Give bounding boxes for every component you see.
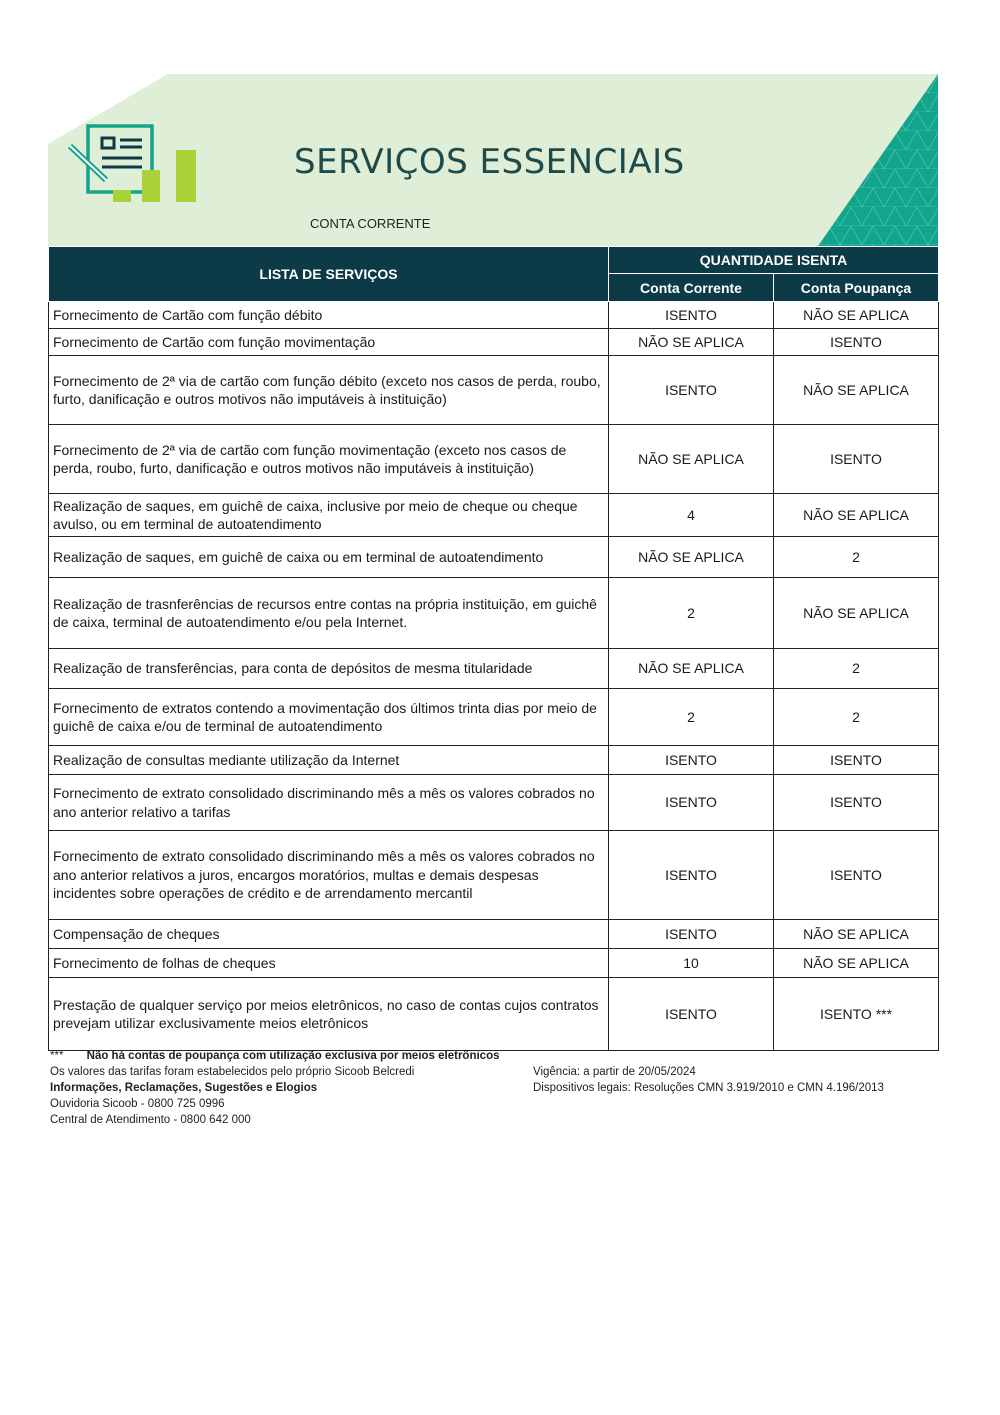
poupanca-value: ISENTO [774, 746, 939, 775]
corrente-value: ISENTO [609, 920, 774, 949]
footer-left [50, 1064, 414, 1128]
vigencia-text: Vigência: a partir de 20/05/2024 [533, 1066, 696, 1078]
service-name: Fornecimento de extratos contendo a movimentação dos últimos trinta dias por meio de guichê de caixa e/ou de terminal de autoatendimento [49, 689, 609, 746]
header-exempt-quantity: QUANTIDADE ISENTA [609, 247, 939, 274]
service-name: Realização de saques, em guichê de caixa ou em terminal de autoatendimento [49, 537, 609, 578]
corrente-value: ISENTO [609, 356, 774, 425]
corrente-value: ISENTO [609, 775, 774, 831]
header-service-list: LISTA DE SERVIÇOS [49, 247, 609, 302]
service-name: Realização de saques, em guichê de caixa, inclusive por meio de cheque ou cheque avulso, ou em terminal de autoatendimento [49, 494, 609, 537]
info-title: Informações, Reclamações, Sugestões e Elogios [50, 1082, 318, 1094]
corrente-value: 10 [609, 949, 774, 978]
service-name: Fornecimento de 2ª via de cartão com função débito (exceto nos casos de perda, roubo, furto, danificação e outros motivos não imputáveis à instituição) [49, 356, 609, 425]
poupanca-value: ISENTO [774, 775, 939, 831]
table-row [49, 746, 939, 775]
dispositivos-text: Dispositivos legais: Resoluções CMN 3.919/2010 e CMN 4.196/2013 [533, 1082, 884, 1094]
service-name: Fornecimento de folhas de cheques [49, 949, 609, 978]
table-row [49, 537, 939, 578]
table-row [49, 949, 939, 978]
table-row [49, 831, 939, 920]
central-text: Central de Atendimento - 0800 642 000 [50, 1114, 251, 1126]
service-name: Realização de trasnferências de recursos entre contas na própria instituição, em guichê de caixa, terminal de autoatendimento e/ou pela Internet. [49, 578, 609, 649]
poupanca-value: ISENTO [774, 425, 939, 494]
table-row [49, 578, 939, 649]
poupanca-value: NÃO SE APLICA [774, 920, 939, 949]
poupanca-value: NÃO SE APLICA [774, 302, 939, 329]
header-conta-corrente: Conta Corrente [609, 274, 774, 302]
service-name: Fornecimento de extrato consolidado discriminando mês a mês os valores cobrados no ano anterior relativos a juros, encargos moratórios, multas e demais despesas incidentes sobre operações de crédito e de arrendamento mercantil [49, 831, 609, 920]
corrente-value: 2 [609, 689, 774, 746]
table-row [49, 329, 939, 356]
table-row [49, 689, 939, 746]
table-row [49, 494, 939, 537]
poupanca-value: NÃO SE APLICA [774, 578, 939, 649]
service-name: Prestação de qualquer serviço por meios eletrônicos, no caso de contas cujos contratos prevejam utilizar exclusivamente meios eletrônicos [49, 978, 609, 1051]
services-table [48, 246, 939, 1051]
corrente-value: ISENTO [609, 978, 774, 1051]
corrente-value: ISENTO [609, 302, 774, 329]
table-row [49, 978, 939, 1051]
service-name: Fornecimento de 2ª via de cartão com função movimentação (exceto nos casos de perda, roubo, furto, danificação e outros motivos não imputáveis à instituição) [49, 425, 609, 494]
table-row [49, 775, 939, 831]
corrente-value: NÃO SE APLICA [609, 329, 774, 356]
tarifas-text: Os valores das tarifas foram estabelecidos pelo próprio Sicoob Belcredi [50, 1066, 415, 1078]
services-table-body [49, 302, 939, 1051]
poupanca-value: 2 [774, 689, 939, 746]
note-text: Não há contas de poupança com utilização exclusiva por meios eletrônicos [86, 1050, 500, 1062]
corrente-value: NÃO SE APLICA [609, 425, 774, 494]
corrente-value: 4 [609, 494, 774, 537]
poupanca-value: ISENTO [774, 329, 939, 356]
service-name: Fornecimento de Cartão com função movimentação [49, 329, 609, 356]
service-name: Fornecimento de Cartão com função débito [49, 302, 609, 329]
account-type-subtitle: CONTA CORRENTE [310, 216, 431, 231]
note-mark: *** [50, 1050, 64, 1062]
table-row [49, 649, 939, 689]
corrente-value: NÃO SE APLICA [609, 649, 774, 689]
table-row [49, 302, 939, 329]
poupanca-value: 2 [774, 649, 939, 689]
poupanca-value: NÃO SE APLICA [774, 494, 939, 537]
page-title: SERVIÇOS ESSENCIAIS [294, 142, 685, 182]
poupanca-value: NÃO SE APLICA [774, 949, 939, 978]
corrente-value: ISENTO [609, 746, 774, 775]
footer-note [50, 1048, 499, 1064]
poupanca-value: 2 [774, 537, 939, 578]
poupanca-value: ISENTO [774, 831, 939, 920]
poupanca-value: NÃO SE APLICA [774, 356, 939, 425]
corrente-value: 2 [609, 578, 774, 649]
table-row [49, 356, 939, 425]
corrente-value: NÃO SE APLICA [609, 537, 774, 578]
header-conta-poupanca: Conta Poupança [774, 274, 939, 302]
footer-right [533, 1064, 884, 1096]
service-name: Realização de consultas mediante utilização da Internet [49, 746, 609, 775]
table-row [49, 920, 939, 949]
poupanca-value: ISENTO *** [774, 978, 939, 1051]
report-chart-icon [66, 122, 202, 204]
corrente-value: ISENTO [609, 831, 774, 920]
service-name: Fornecimento de extrato consolidado discriminando mês a mês os valores cobrados no ano anterior relativo a tarifas [49, 775, 609, 831]
service-name: Compensação de cheques [49, 920, 609, 949]
ouvidoria-text: Ouvidoria Sicoob - 0800 725 0996 [50, 1098, 225, 1110]
service-name: Realização de transferências, para conta de depósitos de mesma titularidade [49, 649, 609, 689]
table-row [49, 425, 939, 494]
